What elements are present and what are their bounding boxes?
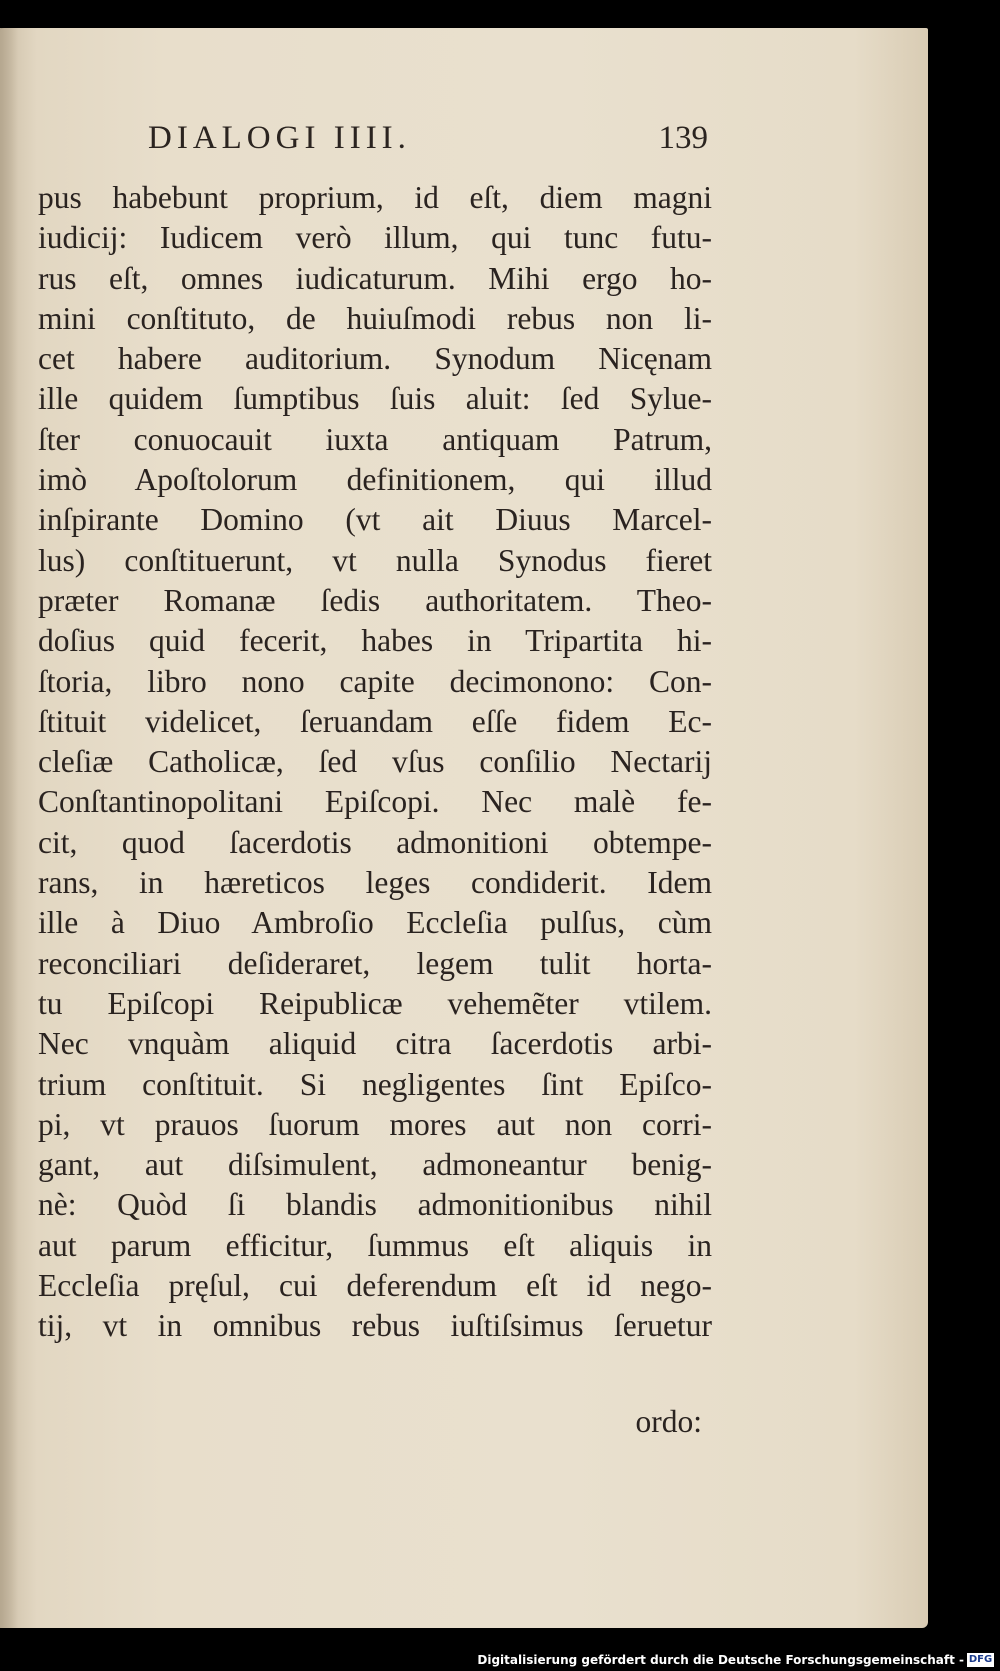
text-line: gant, aut diſsimulent, admoneantur benig- (38, 1147, 712, 1183)
text-line: ille quidem ſumptibus ſuis aluit: ſed Sylue- (38, 381, 712, 417)
catchword: ordo: (635, 1404, 702, 1439)
text-line: Conſtantinopolitani Epiſcopi. Nec malè fe- (38, 784, 712, 820)
text-line: ſtoria, libro nono capite decimonono: Con- (38, 663, 712, 699)
text-line: pus habebunt proprium, id eſt, diem magni (38, 180, 712, 215)
text-line: lus) conſtituerunt, vt nulla Synodus fieret (38, 542, 712, 578)
text-line: imò Apoſtolorum definitionem, qui illud (38, 462, 712, 498)
text-line: ille à Diuo Ambroſio Eccleſia pulſus, cùm (38, 905, 712, 941)
book-page (0, 28, 928, 1628)
text-line: pi, vt prauos ſuorum mores aut non corri- (38, 1106, 712, 1142)
text-line: ſter conuocauit iuxta antiquam Patrum, (38, 421, 712, 457)
running-head: DIALOGI IIII. (148, 120, 411, 156)
funding-credit: Digitalisierung gefördert durch die Deutsche Forschungsgemeinschaft - (477, 1653, 964, 1667)
page-number: 139 (658, 120, 708, 156)
page-gutter-shadow (0, 28, 18, 1628)
text-line: rus eſt, omnes iudicaturum. Mihi ergo ho- (38, 260, 712, 296)
text-line: ſtituit videlicet, ſeruandam eſſe fidem Ec- (38, 703, 712, 739)
body-text (38, 178, 712, 1347)
text-line: tij, vt in omnibus rebus iuſtiſsimus ſeruetur (38, 1308, 712, 1344)
catchword-row (38, 1404, 712, 1444)
text-line: mini conſtituto, de huiuſmodi rebus non li- (38, 300, 712, 336)
text-line: cet habere auditorium. Synodum Nicęnam (38, 341, 712, 377)
text-line: tu Epiſcopi Reipublicæ vehemẽter vtilem. (38, 985, 712, 1021)
text-line: iudicij: Iudicem verò illum, qui tunc futu- (38, 220, 712, 256)
text-line: rans, in hæreticos leges condiderit. Idem (38, 865, 712, 901)
text-line: Eccleſia pręſul, cui deferendum eſt id nego- (38, 1268, 712, 1304)
dfg-logo-icon: DFG (968, 1654, 993, 1665)
text-line: præter Romanæ ſedis authoritatem. Theo- (38, 582, 712, 618)
text-line: aut parum efficitur, ſummus eſt aliquis in (38, 1227, 712, 1263)
text-line: trium conſtituit. Si negligentes ſint Epiſco- (38, 1066, 712, 1102)
text-line: reconciliari deſideraret, legem tulit horta- (38, 945, 712, 981)
text-line: nè: Quòd ſi blandis admonitionibus nihil (38, 1187, 712, 1223)
footer-bar (0, 1650, 1000, 1671)
text-line: cleſiæ Catholicæ, ſed vſus conſilio Nectarij (38, 744, 712, 780)
text-line: inſpirante Domino (vt ait Diuus Marcel- (38, 502, 712, 538)
page-header (148, 120, 708, 166)
text-line: doſius quid fecerit, habes in Tripartita hi- (38, 623, 712, 659)
text-line: Nec vnquàm aliquid citra ſacerdotis arbi- (38, 1026, 712, 1062)
text-line: cit, quod ſacerdotis admonitioni obtempe- (38, 824, 712, 860)
